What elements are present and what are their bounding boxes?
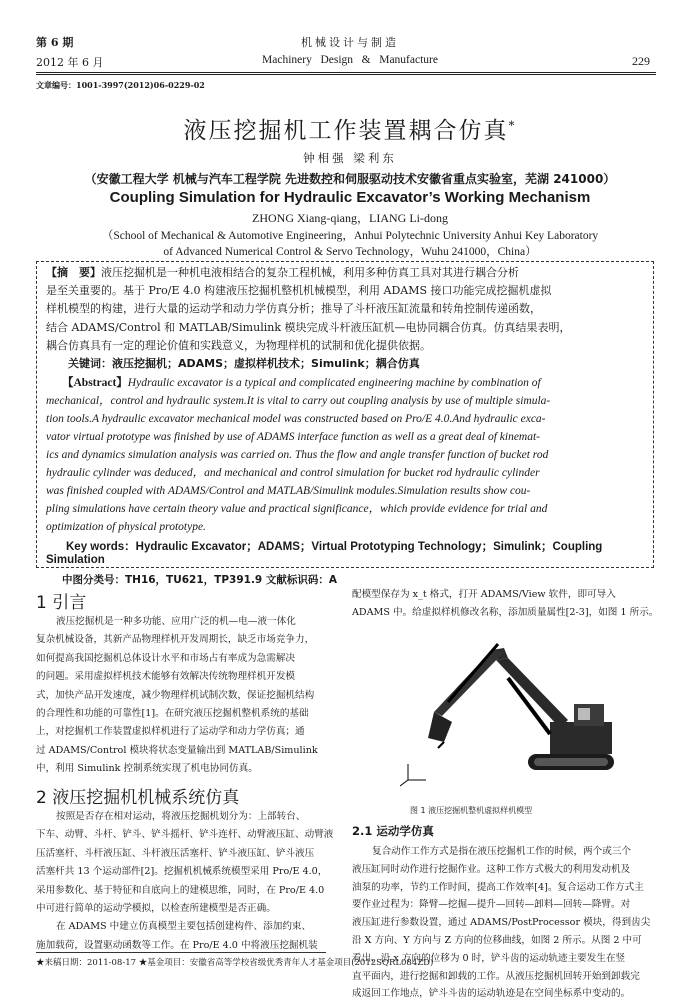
authors-en: ZHONG Xiang-qiang，LIANG Li-dong [252,211,448,225]
abstract-en-line: 【Abstract】Hydraulic excavator is a typical and complicated engineering machine by combination of [62,377,541,389]
paragraph-line: 看出，沿 x 方向的位移为 0 时，铲斗齿的运动轨迹主要发生在竖 [352,952,626,964]
paragraph-line: 的问题。采用虚拟样机技术能够有效解决传统物理样机开发模 [36,671,296,683]
paragraph-line: 复杂机械设备，其新产品物理样机开发周期长，缺乏市场竞争力， [36,634,315,646]
header-rule-thin [36,74,656,75]
keywords-cn-values: 液压挖掘机；ADAMS；虚拟样机技术；Simulink；耦合仿真 [112,357,420,371]
journal-title-cn: 机械设计与制造 [301,36,399,49]
paragraph-line: 成返回工作地点，铲斗斗齿的运动轨迹是在空间坐标系中变动的。 [352,988,631,1000]
abstract-cn-line: 耦合仿真具有一定的理论价值和实践意义，为物理样机的试制和优化提供依据。 [46,338,431,352]
keywords-en-cont: Simulation [46,554,105,566]
abstract-cn-line: 【摘 要】液压挖掘机是一种机电液相结合的复杂工程机械，利用多种仿真工具对其进行耦合分析 [46,266,519,279]
paragraph-line: 液压挖掘机是一种多功能、应用广泛的机—电—液一体化 [56,616,296,627]
section21-heading: 2.1 运动学仿真 [352,824,434,838]
paragraph-line: 中可进行简单的运动学模拟，以检查所建模型是否正确。 [36,903,276,915]
issue-label: 第 6 期 [36,36,74,49]
affiliation-cn: （安徽工程大学 机械与汽车工程学院 先进数控和伺服驱动技术安徽省重点实验室，芜湖 241000） [84,172,616,186]
paragraph-line: 式，加快产品开发速度，减少物理样机试制次数，保证挖掘机结构 [36,689,315,701]
affiliation-en-line2: of Advanced Numerical Control & Servo Technology，Wuhu 241000，China） [163,246,537,258]
keywords-en-label: Key words： [66,541,136,553]
abstract-cn-line: 样机模型的构建，进行大量的运动学和动力学仿真分析；推导了斗杆液压缸流量和转角控制传递函数， [46,302,541,316]
abstract-en-line: pling simulations have certain theory value and practical significance，which provide evidence for trial and [46,503,548,515]
paper-title-cn [0,112,700,145]
paragraph-line: 的合理性和功能的可靠性[1]。在研究液压挖掘机整机系统的基础 [36,708,309,720]
abstract-cn-line: 结合 ADAMS/Control 和 MATLAB/Simulink 模块完成斗杆液压缸机—电协同耦合仿真。仿真结果表明， [46,320,571,334]
paragraph-line: 液压缸进行参数设置，通过 ADAMS/PostProcessor 模块，得到齿尖 [352,917,651,929]
coordinate-axes [400,764,426,786]
paragraph-line: 如何提高我国挖掘机总体设计水平和市场占有率成为急需解决 [36,652,296,664]
figure1-caption: 图 1 液压挖掘机整机虚拟样机模型 [410,806,533,815]
keywords-en-values: Hydraulic Excavator；ADAMS；Virtual Prototyping Technology；Simulink；Coupling [135,541,603,553]
paper-title-en: Coupling Simulation for Hydraulic Excavator’s Working Mechanism [109,189,591,206]
abstract-en-line: vator virtual prototype was finished by use of ADAMS interface function as well as a great deal of kinemat- [46,431,541,443]
section21-body [352,843,664,1003]
classification-line: 中图分类号：TH16，TU621，TP391.9 文献标识码：A [62,574,338,586]
paragraph-line: 在 ADAMS 中建立仿真模型主要包括创建构件、添加约束、 [56,921,312,933]
title-text: 液压挖掘机工作装置耦合仿真 [183,118,509,144]
paragraph-line: 按照是否存在相对运动，将液压挖掘机划分为：上部转台、 [56,811,306,822]
title-footnote-mark: * [508,118,517,133]
excavator-tracks [528,754,614,770]
paragraph-line: 直平面内，进行挖掘和卸载的工作。从液压挖掘机回转开始到卸载完 [352,970,640,982]
abstract-en-label: 【Abstract】 [62,377,128,389]
abstract-en-line: was finished coupled with ADAMS/Control and MATLAB/Simulink modules.Simulation results show cou- [46,485,531,497]
excavator-bucket [428,712,452,748]
abstract-cn-line: 是至关重要的。基于 Pro/E 4.0 构建液压挖掘机整机机械模型，利用 ADAMS 接口功能完成挖掘机虚拟 [46,284,552,298]
paragraph-line: 活塞杆共 13 个运动部件[2]。挖掘机机械系统模型采用 Pro/E 4.0， [36,866,328,878]
abstract-en-line: ics and dynamics simulation analysis was carried on. Thus the flow and angle transfer function of bucket rod [46,449,549,461]
excavator-arm [434,644,504,716]
keywords-cn [46,355,646,373]
keywords-cn-label: 关键词： [68,357,112,371]
affiliation-en-line1: （School of Mechanical & Automotive Engineering，Anhui Polytechnic University Anhui Key Laboratory [101,230,599,242]
paragraph-line: 上，对挖掘机工作装置虚拟样机进行了运动学和动力学仿真；通 [36,726,305,738]
paragraph-line: 过 ADAMS/Control 模块将状态变量输出到 MATLAB/Simulink [36,744,318,756]
paragraph-line: 沿 X 方向、Y 方向与 Z 方向的位移曲线，如图 2 所示。从图 2 中可 [352,934,642,946]
paragraph-line: 油泵的功率，节约工作时间，提高工作效率[4]。复合运动工作方式主 [352,881,644,893]
article-number: 文章编号：1001-3997(2012)06-0229-02 [36,80,205,90]
paragraph-line: 复合动作工作方式是指在液压挖掘机工作的时候，两个或三个 [372,846,632,857]
abstract-cn [46,264,646,373]
abstract-en [46,374,646,566]
paragraph-line: 采用参数化、基于特征和自底向上的建模思维，同时，在 Pro/E 4.0 [36,884,325,896]
excavator-boom [492,648,568,734]
paragraph-line: ADAMS 中。给虚拟样机修改名称，添加质量属性[2-3]，如图 1 所示。 [352,607,659,619]
paragraph-line: 下车、动臂、斗杆、铲斗、铲斗摇杆、铲斗连杆、动臂液压缸、动臂液 [36,829,334,841]
page-number: 229 [632,54,650,68]
issue-date: 2012 年 6 月 [36,56,104,69]
paragraph-line: 中，利用 Simulink 控制系统实现了机电协同仿真。 [36,763,258,775]
excavator-figure [400,630,630,790]
paragraph-line: 配模型保存为 x_t 格式，打开 ADAMS/View 软件，即可导入 [352,589,616,600]
section1-heading: 1 引言 [36,593,87,613]
paragraph-line: 要作业过程为：降臂—挖掘—提升—回转—卸料—回转—降臂。对 [352,899,631,911]
abstract-cn-label: 【摘 要】 [46,266,101,279]
header-rule [36,72,656,73]
paragraph-line: 压活塞杆、斗杆液压缸、斗杆液压活塞杆、铲斗液压缸、铲斗液压 [36,847,315,859]
abstract-en-line: hydraulic cylinder was deduced，and mechanical and control simulation for bucket rod hydraulic cylinder [46,467,540,479]
abstract-en-line: tion tools.A hydraulic excavator mechanical model was constructed based on Pro/E 4.0.And hydraulic exca- [46,413,546,425]
keywords-en [46,538,646,554]
right-intro [352,586,664,623]
abstract-en-line: optimization of physical prototype. [46,521,206,533]
abstract-en-line: mechanical，control and hydraulic system.It is vital to carry out coupling analysis by use of multiple simula- [46,395,551,407]
footnote: ★来稿日期：2011-08-17 ★基金项目：安徽省高等学校省级优秀青年人才基金项目(2012SQRL084ZD) [36,958,434,968]
paragraph-line: 液压缸同时动作进行挖掘作业。这种工作方式极大的利用发动机及 [352,863,631,875]
section2-body [36,808,342,955]
paragraph-line: 施加载荷，设置驱动函数等工作。在 Pro/E 4.0 中将液压挖掘机装 [36,939,318,951]
journal-title-en: Machinery Design & Manufacture [262,54,438,66]
authors-cn: 钟相强 梁利东 [303,151,397,165]
footnote-rule [36,952,326,953]
section1-body [36,613,342,779]
section2-heading: 2 液压挖掘机机械系统仿真 [36,788,240,808]
